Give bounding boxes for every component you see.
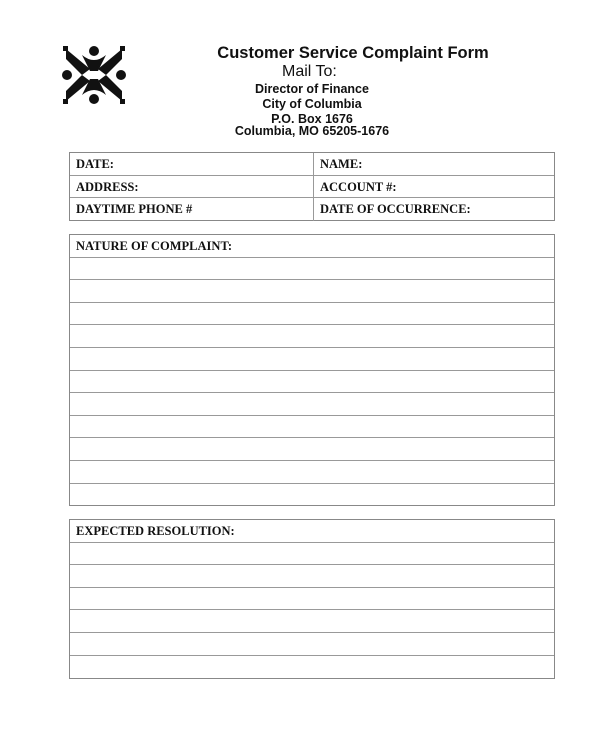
table-row xyxy=(70,198,554,221)
complaint-line[interactable] xyxy=(70,280,554,303)
table-row xyxy=(70,176,554,199)
info-table xyxy=(69,152,555,221)
complaint-header-row xyxy=(70,235,554,258)
mail-to-label: Mail To: xyxy=(282,63,337,80)
resolution-line[interactable] xyxy=(70,565,554,588)
resolution-label: EXPECTED RESOLUTION: xyxy=(76,524,235,538)
daytime-phone-field[interactable]: DAYTIME PHONE # xyxy=(70,198,314,221)
address-line: Columbia, MO 65205-1676 xyxy=(234,124,390,138)
date-of-occurrence-field[interactable]: DATE OF OCCURRENCE: xyxy=(320,202,471,217)
resolution-line[interactable] xyxy=(70,543,554,566)
complaint-line[interactable] xyxy=(70,258,554,281)
resolution-line[interactable] xyxy=(70,588,554,611)
name-field[interactable]: NAME: xyxy=(320,157,363,171)
form-title: Customer Service Complaint Form xyxy=(217,44,489,62)
complaint-line[interactable] xyxy=(70,303,554,326)
address-line: City of Columbia xyxy=(262,97,362,111)
expected-resolution-box xyxy=(69,519,555,679)
complaint-line[interactable] xyxy=(70,461,554,484)
resolution-line[interactable] xyxy=(70,656,554,679)
address-field[interactable]: ADDRESS: xyxy=(70,176,314,198)
complaint-line[interactable] xyxy=(70,371,554,394)
resolution-header-row xyxy=(70,520,554,543)
date-field[interactable]: DATE: xyxy=(70,153,314,175)
complaint-line[interactable] xyxy=(70,484,554,507)
resolution-line[interactable] xyxy=(70,633,554,656)
nature-of-complaint-box xyxy=(69,234,555,506)
account-field[interactable]: ACCOUNT #: xyxy=(320,179,397,194)
city-logo-icon xyxy=(62,45,126,105)
complaint-line[interactable] xyxy=(70,416,554,439)
complaint-line[interactable] xyxy=(70,438,554,461)
resolution-line[interactable] xyxy=(70,610,554,633)
complaint-line[interactable] xyxy=(70,348,554,371)
table-row xyxy=(70,153,554,176)
address-line: P.O. Box 1676 xyxy=(271,112,353,126)
complaint-line[interactable] xyxy=(70,393,554,416)
complaint-line[interactable] xyxy=(70,325,554,348)
address-line: Director of Finance xyxy=(255,82,369,96)
complaint-label: NATURE OF COMPLAINT: xyxy=(76,239,233,253)
